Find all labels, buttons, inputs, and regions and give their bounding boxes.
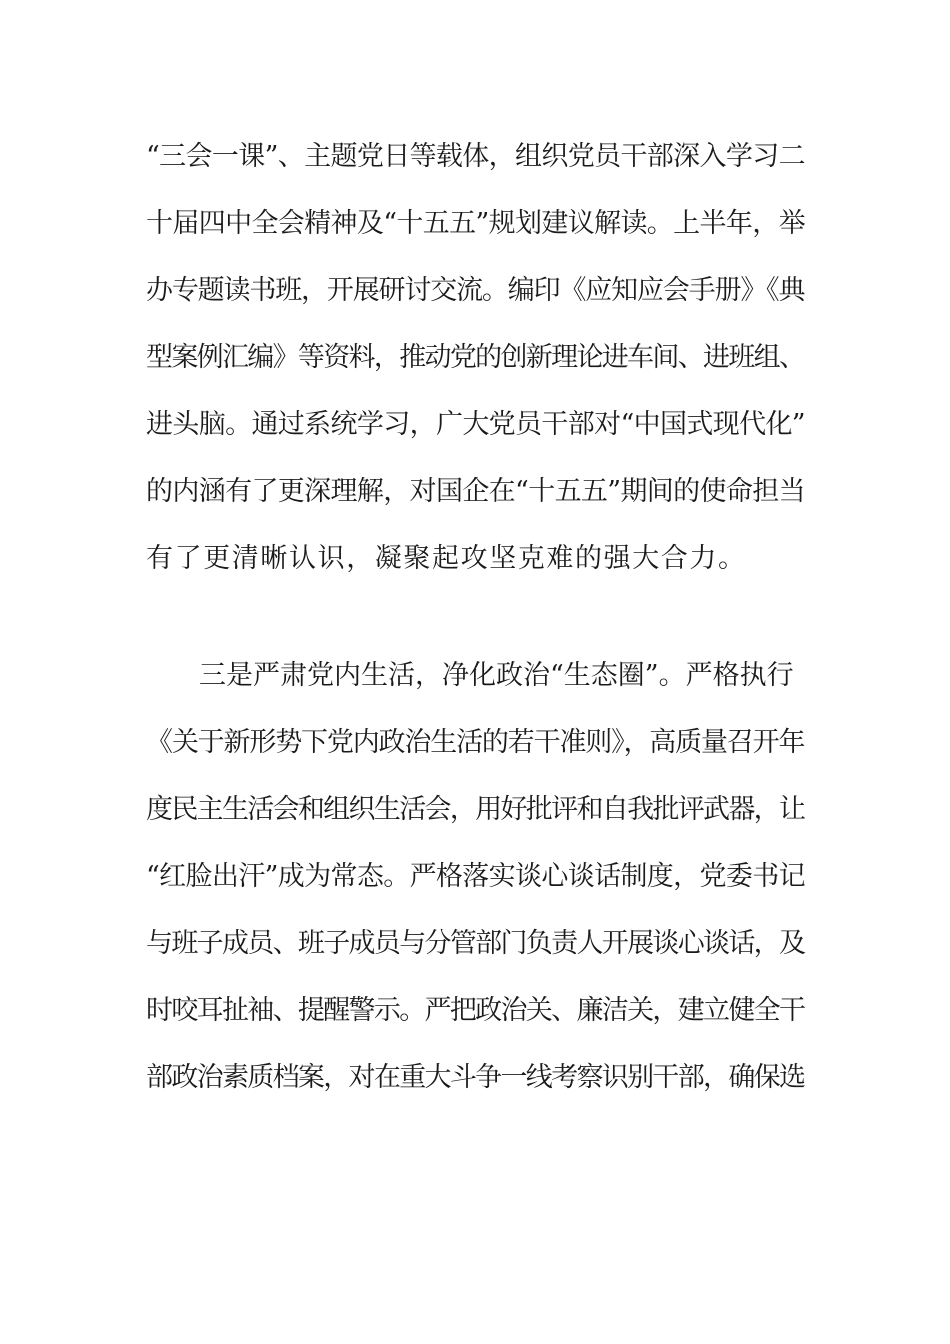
text-line: 十届四中全会精神及“十五五”规划建议解读。上半年，举 — [146, 208, 805, 239]
text-line: 《关于新形势下党内政治生活的若干准则》，高质量召开年 — [146, 727, 805, 758]
text-line: 度民主生活会和组织生活会，用好批评和自我批评武器，让 — [146, 794, 805, 825]
text-line: 有了更清晰认识，凝聚起攻坚克难的强大合力。 — [146, 543, 747, 574]
text-line: “红脸出汗”成为常态。严格落实谈心谈话制度，党委书记 — [146, 861, 805, 892]
text-line: 型案例汇编》等资料，推动党的创新理论进车间、进班组、 — [146, 342, 805, 373]
text-line: 进头脑。通过系统学习，广大党员干部对“中国式现代化” — [146, 409, 805, 440]
text-line: 办专题读书班，开展研讨交流。编印《应知应会手册》《典 — [146, 275, 805, 306]
text-line: 部政治素质档案，对在重大斗争一线考察识别干部，确保选 — [146, 1062, 805, 1093]
text-line: 时咬耳扯袖、提醒警示。严把政治关、廉洁关，建立健全干 — [146, 995, 805, 1026]
text-line: 的内涵有了更深理解，对国企在“十五五”期间的使命担当 — [146, 476, 805, 507]
paragraph-first-line: 三是严肃党内生活，净化政治“生态圈”。严格执行 — [199, 660, 794, 691]
text-line: “三会一课”、主题党日等载体，组织党员干部深入学习二 — [146, 141, 805, 172]
text-line: 与班子成员、班子成员与分管部门负责人开展谈心谈话，及 — [146, 928, 805, 959]
